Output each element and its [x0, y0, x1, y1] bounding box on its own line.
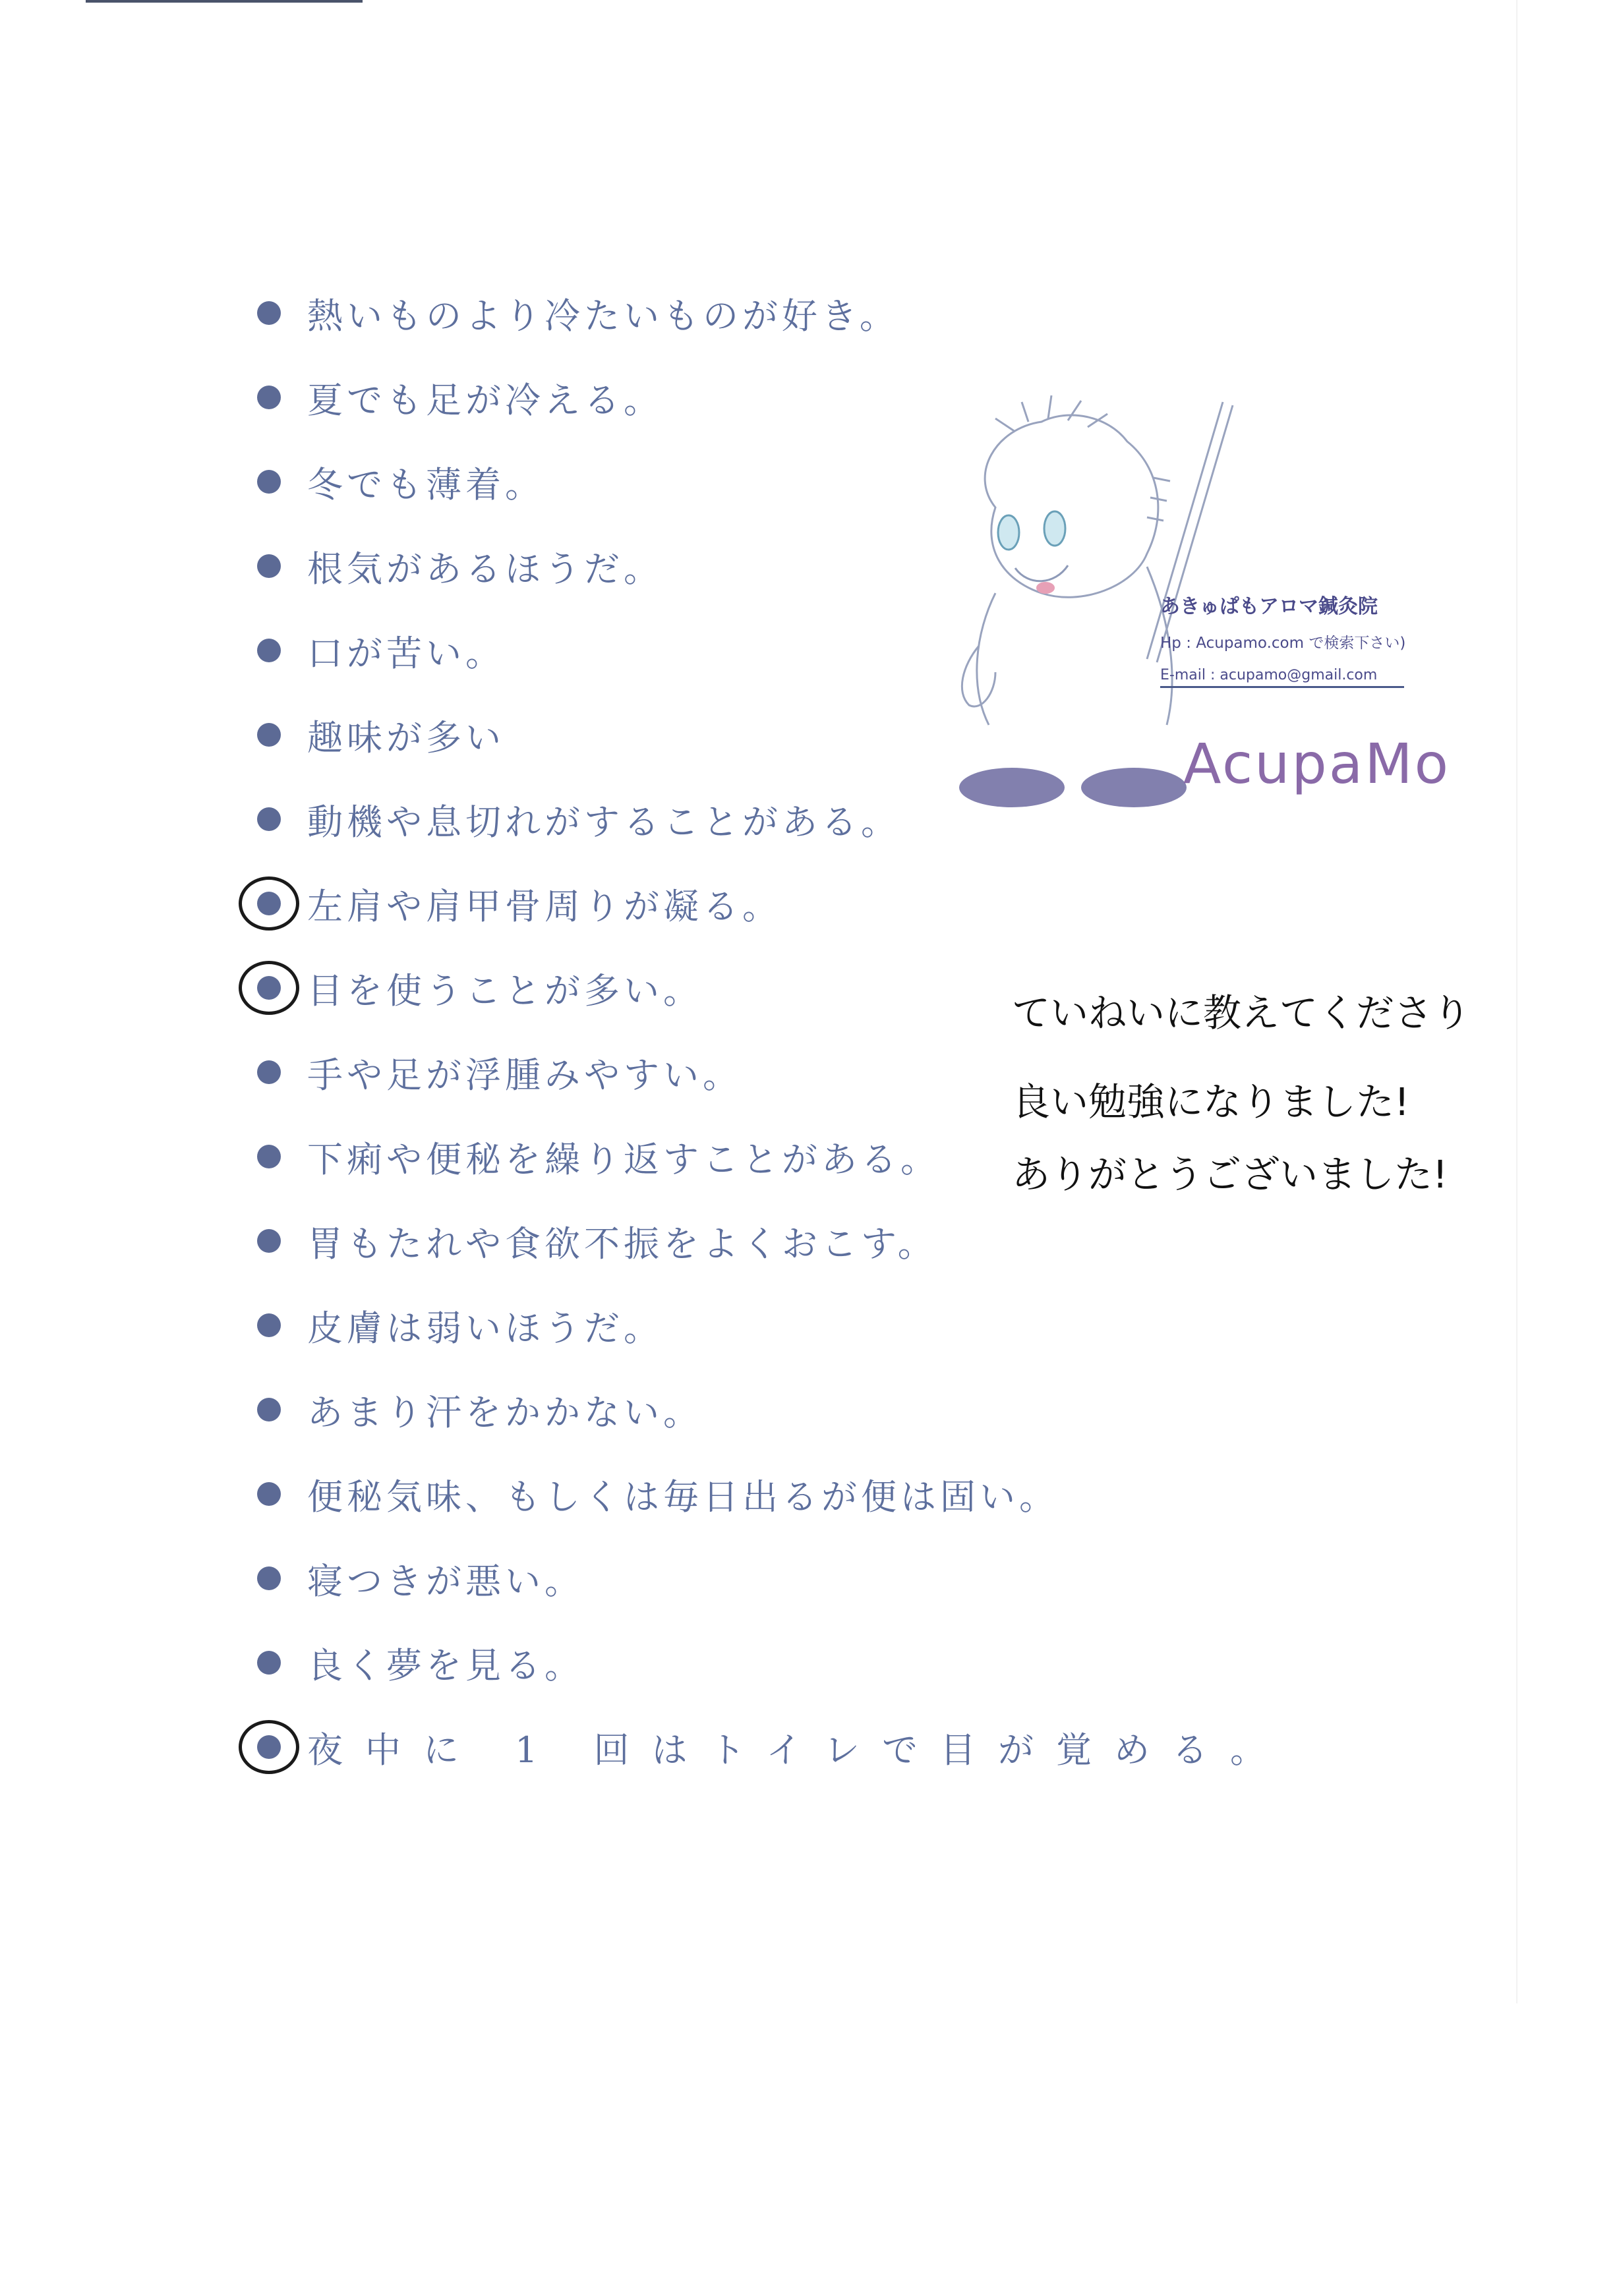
- scan-right-edge: [1516, 0, 1517, 2003]
- clinic-info: [1160, 590, 1405, 688]
- checklist-item-text: 夏でも足が冷える。: [307, 379, 663, 421]
- bullet-icon: [257, 1651, 281, 1675]
- checklist-item-text: 根気があるほうだ。: [307, 548, 663, 590]
- checklist-item-text: 趣味が多い: [307, 716, 505, 759]
- checklist-item-text: 目を使うことが多い。: [307, 969, 703, 1012]
- checklist-item-text: 寝つきが悪い。: [307, 1560, 584, 1602]
- scan-edge-mark: [86, 0, 363, 3]
- bullet-icon: [257, 1060, 281, 1084]
- bullet-icon: [257, 1735, 281, 1759]
- handwritten-line-3: ありがとうございました!: [1012, 1152, 1448, 1197]
- clinic-email: E-mail : acupamo@gmail.com: [1160, 667, 1404, 688]
- checklist-item-text: 口が苦い。: [307, 632, 505, 674]
- bullet-icon: [257, 386, 281, 409]
- checklist-item-text: 左肩や肩甲骨周りが凝る。: [307, 885, 782, 927]
- checklist-item-text: 冬でも薄着。: [307, 463, 545, 505]
- checklist-item-text: 夜中に 1 回はトイレで目が覚める。: [307, 1729, 1288, 1771]
- checklist-item-text: 動機や息切れがすることがある。: [307, 801, 900, 843]
- clinic-name: あきゅぱもアロマ鍼灸院: [1160, 595, 1378, 618]
- bullet-icon: [257, 1398, 281, 1421]
- bullet-icon: [257, 1229, 281, 1253]
- bullet-icon: [257, 554, 281, 578]
- checklist-item-text: 手や足が浮腫みやすい。: [307, 1054, 742, 1096]
- handwritten-line-1: ていねいに教えてくださり: [1012, 990, 1471, 1035]
- clinic-homepage: Hp : Acupamo.com で検索下さい): [1160, 635, 1406, 652]
- bullet-icon: [257, 1566, 281, 1590]
- checklist-item-text: 皮膚は弱いほうだ。: [307, 1307, 663, 1349]
- checklist-item-text: 下痢や便秘を繰り返すことがある。: [307, 1138, 940, 1180]
- bullet-icon: [257, 723, 281, 747]
- checklist-item-text: 熱いものより冷たいものが好き。: [307, 295, 899, 337]
- bullet-icon: [257, 1145, 281, 1168]
- clinic-logo: AcupaMo: [1183, 732, 1451, 796]
- checklist-item-text: 良く夢を見る。: [307, 1644, 584, 1686]
- bullet-icon: [257, 470, 281, 494]
- bullet-icon: [257, 639, 281, 662]
- bullet-icon: [257, 301, 281, 325]
- handwritten-line-2: 良い勉強になりました!: [1012, 1079, 1410, 1124]
- bullet-icon: [257, 976, 281, 1000]
- bullet-icon: [257, 1313, 281, 1337]
- checklist-item-text: 便秘気味、もしくは毎日出るが便は固い。: [307, 1476, 1059, 1518]
- bullet-icon: [257, 807, 281, 831]
- bullet-icon: [257, 1482, 281, 1506]
- checklist-item-text: あまり汗をかかない。: [307, 1391, 703, 1433]
- checklist-item-text: 胃もたれや食欲不振をよくおこす。: [307, 1222, 937, 1265]
- bullet-icon: [257, 892, 281, 915]
